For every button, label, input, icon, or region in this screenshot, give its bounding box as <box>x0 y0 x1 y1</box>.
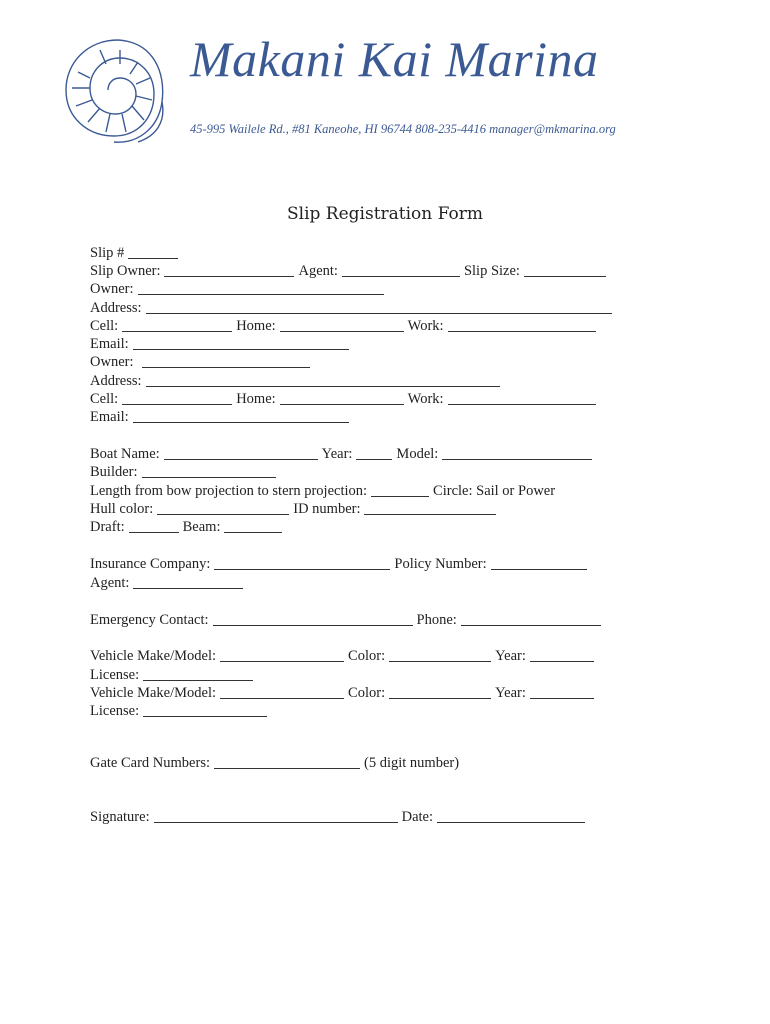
vyear2-label: Year: <box>495 685 526 701</box>
slip-owner-label: Slip Owner: <box>90 263 161 279</box>
color2-label: Color: <box>348 685 386 701</box>
emergency-field[interactable] <box>213 611 413 626</box>
address1-label: Address: <box>90 300 142 316</box>
boat-model-field[interactable] <box>442 445 592 460</box>
home1-field[interactable] <box>280 317 404 332</box>
slip-owner-row <box>90 262 610 282</box>
phones2-row <box>90 390 600 410</box>
marina-name: Makani Kai Marina <box>190 31 599 87</box>
gate-card-row <box>90 754 459 774</box>
address2-label: Address: <box>90 373 142 389</box>
color1-field[interactable] <box>389 647 491 662</box>
emergency-label: Emergency Contact: <box>90 612 209 628</box>
vehicle1-label: Vehicle Make/Model: <box>90 648 217 664</box>
boat-year-label: Year: <box>321 446 353 462</box>
length-field[interactable] <box>371 482 429 497</box>
marina-contact-line: 45-995 Wailele Rd., #81 Kaneohe, HI 96744 808-235-4416 manager@mkmarina.org <box>190 122 616 136</box>
owner1-field[interactable] <box>138 280 384 295</box>
insurance-row <box>90 555 591 575</box>
work1-field[interactable] <box>448 317 596 332</box>
work1-label: Work: <box>407 318 444 334</box>
cell1-label: Cell: <box>90 318 119 334</box>
color1-label: Color: <box>348 648 386 664</box>
license2-label: License: <box>90 703 140 719</box>
home1-label: Home: <box>236 318 276 334</box>
beam-field[interactable] <box>224 518 282 533</box>
sail-or-power-label: Circle: Sail or Power <box>433 483 556 499</box>
boat-row <box>90 445 596 465</box>
owner2-label: Owner: <box>90 354 134 370</box>
ins-agent-field[interactable] <box>133 574 243 589</box>
address1-row <box>90 299 616 319</box>
hull-color-field[interactable] <box>157 500 289 515</box>
agent-label: Agent: <box>298 263 338 279</box>
draft-label: Draft: <box>90 519 125 535</box>
vyear1-label: Year: <box>495 648 526 664</box>
email2-field[interactable] <box>133 408 349 423</box>
signature-field[interactable] <box>154 808 398 823</box>
email1-field[interactable] <box>133 335 349 350</box>
gate-card-note: (5 digit number) <box>364 755 460 771</box>
license1-field[interactable] <box>143 666 253 681</box>
slip-owner-field[interactable] <box>164 262 294 277</box>
email2-label: Email: <box>90 409 129 425</box>
owner2-field[interactable] <box>142 353 310 368</box>
address2-field[interactable] <box>146 372 500 387</box>
license2-row <box>90 702 271 722</box>
date-field[interactable] <box>437 808 585 823</box>
emergency-row <box>90 611 605 631</box>
policy-field[interactable] <box>491 555 587 570</box>
boat-name-label: Boat Name: <box>90 446 160 462</box>
email1-label: Email: <box>90 336 129 352</box>
builder-label: Builder: <box>90 464 138 480</box>
phones1-row <box>90 317 600 337</box>
builder-field[interactable] <box>142 463 276 478</box>
license1-row <box>90 666 257 686</box>
owner1-label: Owner: <box>90 281 134 297</box>
insurance-field[interactable] <box>214 555 390 570</box>
home2-field[interactable] <box>280 390 404 405</box>
license1-label: License: <box>90 667 140 683</box>
hull-row <box>90 500 500 520</box>
cell2-label: Cell: <box>90 391 119 407</box>
owner1-row <box>90 280 388 300</box>
vehicle1-field[interactable] <box>220 647 344 662</box>
cell2-field[interactable] <box>122 390 232 405</box>
address2-row <box>90 372 504 392</box>
phone-field[interactable] <box>461 611 601 626</box>
slip-size-field[interactable] <box>524 262 606 277</box>
slip-row <box>90 244 182 264</box>
vehicle2-field[interactable] <box>220 684 344 699</box>
home2-label: Home: <box>236 391 276 407</box>
cell1-field[interactable] <box>122 317 232 332</box>
length-label: Length from bow projection to stern projection: <box>90 483 368 499</box>
policy-label: Policy Number: <box>394 556 487 572</box>
builder-row <box>90 463 280 483</box>
draft-row <box>90 518 286 538</box>
signature-row <box>90 808 589 828</box>
slip-number-field[interactable] <box>128 244 178 259</box>
slip-size-label: Slip Size: <box>463 263 520 279</box>
work2-field[interactable] <box>448 390 596 405</box>
email1-row <box>90 335 353 355</box>
boat-name-field[interactable] <box>164 445 318 460</box>
boat-year-field[interactable] <box>356 445 392 460</box>
hull-color-label: Hull color: <box>90 501 154 517</box>
slip-number-label: Slip # <box>90 245 125 261</box>
agent-field[interactable] <box>342 262 460 277</box>
draft-field[interactable] <box>129 518 179 533</box>
ins-agent-label: Agent: <box>90 575 130 591</box>
address1-field[interactable] <box>146 299 612 314</box>
gate-card-field[interactable] <box>214 754 360 769</box>
email2-row <box>90 408 353 428</box>
work2-label: Work: <box>407 391 444 407</box>
signature-label: Signature: <box>90 809 150 825</box>
date-label: Date: <box>401 809 434 825</box>
owner2-row <box>90 353 314 373</box>
gate-card-label: Gate Card Numbers: <box>90 755 210 771</box>
boat-model-label: Model: <box>396 446 439 462</box>
vyear2-field[interactable] <box>530 684 594 699</box>
color2-field[interactable] <box>389 684 491 699</box>
nautilus-shell-logo <box>58 32 170 148</box>
id-number-label: ID number: <box>293 501 361 517</box>
length-row <box>90 482 555 502</box>
vehicle2-label: Vehicle Make/Model: <box>90 685 217 701</box>
beam-label: Beam: <box>182 519 221 535</box>
ins-agent-row <box>90 574 247 594</box>
vehicle2-row <box>90 684 598 704</box>
vehicle1-row <box>90 647 598 667</box>
license2-field[interactable] <box>143 702 267 717</box>
id-number-field[interactable] <box>364 500 496 515</box>
insurance-label: Insurance Company: <box>90 556 211 572</box>
form-title: Slip Registration Form <box>286 204 483 224</box>
phone-label: Phone: <box>416 612 457 628</box>
vyear1-field[interactable] <box>530 647 594 662</box>
